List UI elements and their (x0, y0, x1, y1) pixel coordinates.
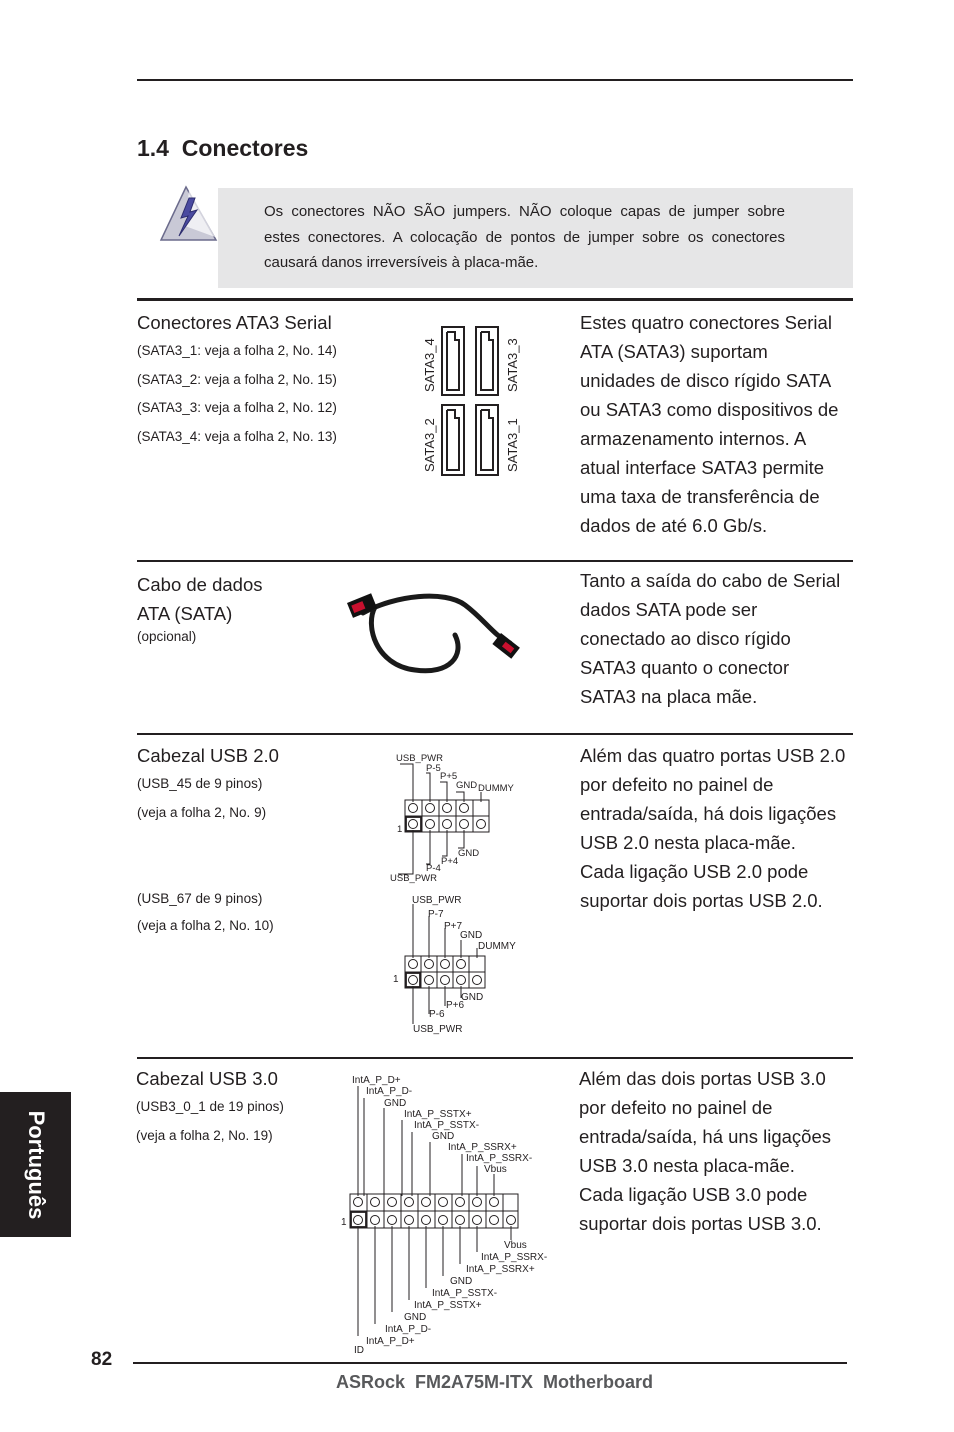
usb2-2-label-pin1: 1 (393, 974, 399, 985)
usb3-ref-2: (veja a folha 2, No. 19) (136, 1128, 273, 1143)
usb3-label-top-9: Vbus (484, 1164, 507, 1175)
language-label: Português (23, 1110, 49, 1219)
usb3-label-bottom-1: Vbus (504, 1240, 527, 1251)
sata-label-1: SATA3_1 (505, 418, 520, 472)
usb2-2-label-usbpwr-top: USB_PWR (412, 895, 462, 906)
usb3-title: Cabezal USB 3.0 (136, 1068, 278, 1089)
usb2-header-diagram-2 (388, 890, 528, 1036)
cable-optional: (opcional) (137, 629, 197, 644)
section-title: 1.4 Conectores (137, 135, 309, 161)
usb2-1-label-gnd-bottom: GND (458, 848, 480, 859)
top-rule (137, 79, 853, 81)
divider-1 (137, 560, 853, 562)
sata-label-4: SATA3_4 (422, 338, 437, 392)
usb3-header-diagram (336, 1070, 556, 1356)
usb2-title: Cabezal USB 2.0 (137, 745, 279, 766)
usb3-label-bottom-5: IntA_P_SSTX- (432, 1288, 498, 1299)
usb3-label-bottom-8: IntA_P_D- (385, 1324, 432, 1335)
sata-ref-1: (SATA3_1: veja a folha 2, No. 14) (137, 343, 337, 358)
usb2-ref-2a: (USB_67 de 9 pinos) (137, 891, 263, 906)
sata-cable-image (335, 585, 535, 685)
warning-text: Os conectores NÃO SÃO jumpers. NÃO coloque capas de jumper sobre estes conectores. A colocação de pontos de jumper sobre os conectores causará danos irreversíveis à placa-mãe. (264, 203, 785, 271)
usb2-2-label-p-7: P-7 (428, 909, 444, 920)
divider-2 (137, 733, 853, 735)
usb2-header-diagram-1 (388, 752, 528, 884)
usb2-2-label-gnd-bottom: GND (461, 992, 484, 1003)
cable-description: Tanto a saída do cabo de Serial dados SATA pode ser conectado ao disco rígido SATA3 quanto o conector SATA3 na placa mãe. (580, 570, 841, 707)
usb2-description: Além das quatro portas USB 2.0 por defeito no painel de entrada/saída, há dois ligações USB 2.0 nesta placa-mãe. Cada ligação USB 2.0 pode suportar dois portas USB 2.0. (580, 745, 846, 911)
usb3-label-bottom-4: GND (450, 1276, 473, 1287)
sata-connectors-diagram (410, 322, 530, 482)
usb3-label-top-6: GND (432, 1131, 455, 1142)
sata-ref-2: (SATA3_2: veja a folha 2, No. 15) (137, 372, 337, 387)
sata-connector-1 (476, 405, 498, 475)
usb3-label-bottom-10: ID (354, 1345, 364, 1356)
usb3-label-top-4: IntA_P_SSTX+ (404, 1109, 472, 1120)
usb2-1-label-p+5: P+5 (440, 771, 458, 782)
usb2-ref-2b: (veja a folha 2, No. 10) (137, 918, 274, 933)
divider-3 (137, 1057, 853, 1059)
usb3-label-top-3: GND (384, 1098, 407, 1109)
usb3-label-pin1: 1 (341, 1217, 347, 1228)
usb3-label-top-5: IntA_P_SSTX- (414, 1120, 480, 1131)
warning-lightning-icon (159, 184, 219, 244)
sata-connector-4 (442, 327, 464, 395)
usb2-1-label-p-5: P-5 (426, 763, 441, 774)
usb2-2-label-p-6: P-6 (429, 1009, 445, 1020)
usb2-ref-1a: (USB_45 de 9 pinos) (137, 776, 263, 791)
usb2-1-label-gnd-top: GND (456, 780, 478, 791)
section-rule (137, 298, 853, 301)
usb3-label-bottom-6: IntA_P_SSTX+ (414, 1300, 482, 1311)
footer-rule (133, 1362, 847, 1364)
usb3-description: Além das dois portas USB 3.0 por defeito no painel de entrada/saída, há uns ligações USB 3.0 nesta placa-mãe. Cada ligação USB 3.0 pode suportar dois portas USB 3.0. (579, 1068, 831, 1234)
usb2-2-label-p+7: P+7 (444, 921, 463, 932)
page-number: 82 (91, 1349, 113, 1370)
usb2-2-label-usbpwr-bottom: USB_PWR (413, 1024, 463, 1035)
usb3-label-bottom-2: IntA_P_SSRX- (481, 1252, 548, 1263)
usb2-2-label-p+6: P+6 (446, 1000, 465, 1011)
sata-description: Estes quatro conectores Serial ATA (SATA3) suportam unidades de disco rígido SATA ou SATA3 como dispositivos de armazenamento internos. A atual interface SATA3 permite uma taxa de transferência de dados de até 6.0 Gb/s. (580, 312, 839, 536)
usb3-label-top-8: IntA_P_SSRX- (466, 1153, 533, 1164)
usb2-ref-1b: (veja a folha 2, No. 9) (137, 805, 267, 820)
usb2-1-label-dummy: DUMMY (478, 783, 514, 794)
usb2-1-label-p-4: P-4 (426, 863, 441, 874)
sata-ref-4: (SATA3_4: veja a folha 2, No. 13) (137, 429, 337, 444)
language-side-tab (0, 1092, 71, 1237)
usb2-1-label-usbpwr-bottom: USB_PWR (390, 873, 437, 884)
usb3-label-bottom-3: IntA_P_SSRX+ (466, 1264, 535, 1275)
cable-title: Cabo de dados ATA (SATA) (137, 574, 263, 624)
sata-label-3: SATA3_3 (505, 338, 520, 392)
usb3-label-bottom-9: IntA_P_D+ (366, 1336, 415, 1347)
sata-title: Conectores ATA3 Serial (137, 312, 332, 333)
usb3-label-top-1: IntA_P_D+ (352, 1075, 401, 1086)
usb2-2-label-dummy: DUMMY (478, 941, 516, 952)
usb2-1-label-p+4: P+4 (441, 856, 459, 867)
usb2-1-label-pin1: 1 (397, 824, 403, 835)
sata-ref-3: (SATA3_3: veja a folha 2, No. 12) (137, 400, 337, 415)
sata-connector-3 (476, 327, 498, 395)
usb3-label-top-2: IntA_P_D- (366, 1086, 413, 1097)
usb3-label-bottom-7: GND (404, 1312, 427, 1323)
usb3-label-top-7: IntA_P_SSRX+ (448, 1142, 517, 1153)
usb2-2-label-gnd-top: GND (460, 930, 483, 941)
footer-product: ASRock FM2A75M-ITX Motherboard (336, 1372, 654, 1392)
sata-label-2: SATA3_2 (422, 418, 437, 472)
usb2-1-label-usbpwr-top: USB_PWR (396, 753, 443, 764)
sata-connector-2 (442, 405, 464, 475)
usb3-ref-1: (USB3_0_1 de 19 pinos) (136, 1099, 284, 1114)
warning-note (218, 188, 853, 288)
